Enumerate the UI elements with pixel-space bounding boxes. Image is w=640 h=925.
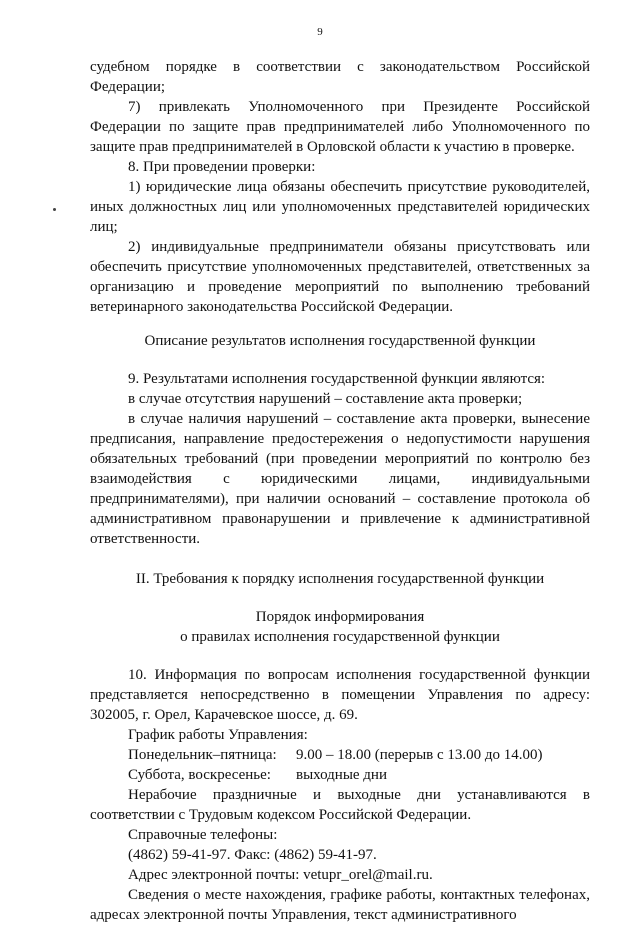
- heading-info-line-2: о правилах исполнения государственной функции: [180, 629, 500, 645]
- schedule-row-weekend: [90, 765, 590, 785]
- paragraph-item-7: 7) привлекать Уполномоченного при Президенте Российской Федерации по защите прав предпринимателей либо Уполномоченного по защите прав предпринимателей в Орловской области к участию в проверке.: [90, 99, 590, 155]
- paragraph-legal-entities: 1) юридические лица обязаны обеспечить присутствие руководителей, иных должностных лиц или уполномоченных представителей юридических лиц;: [90, 179, 590, 235]
- schedule-weekend-label: Суббота, воскресенье:: [128, 767, 271, 783]
- heading-results: Описание результатов исполнения государственной функции: [144, 333, 536, 349]
- document-body: [90, 57, 590, 925]
- page-number: 9: [317, 26, 323, 38]
- paragraph-item-8: 8. При проведении проверки:: [128, 159, 316, 175]
- margin-dot: [53, 208, 56, 211]
- paragraph-item-9: 9. Результатами исполнения государственной функции являются:: [128, 371, 546, 387]
- schedule-weekdays-label: Понедельник–пятница:: [128, 747, 277, 763]
- paragraph-court-procedure: судебном порядке в соответствии с законодательством Российской Федерации;: [90, 59, 590, 95]
- email-address: Адрес электронной почты: vetupr_orel@mail.ru.: [128, 867, 433, 883]
- phones-numbers: (4862) 59-41-97. Факс: (4862) 59-41-97.: [128, 847, 377, 863]
- paragraph-no-violations: в случае отсутствия нарушений – составление акта проверки;: [128, 391, 523, 407]
- schedule-weekdays-hours: 9.00 – 18.00 (перерыв с 13.00 до 14.00): [296, 747, 543, 763]
- paragraph-item-10: 10. Информация по вопросам исполнения государственной функции представляется непосредственно в помещении Управления по адресу: 302005, г. Орел, Карачевское шоссе, д. 69.: [90, 667, 590, 723]
- paragraph-contact-info: Сведения о месте нахождения, графике работы, контактных телефонах, адресах электронной почты Управления, текст административного: [90, 887, 590, 923]
- heading-section-2: II. Требования к порядку исполнения государственной функции: [135, 571, 545, 587]
- paragraph-violations: в случае наличия нарушений – составление акта проверки, вынесение предписания, направление предостережения о недопустимости нарушения обязательных требований (при проведении мероприятий по контролю без взаимодействия с юридическими лицами, индивидуальными предпринимателями), при наличии оснований – составление протокола об административном правонарушении и привлечение к административной ответственности.: [90, 411, 590, 547]
- schedule-row-weekdays: [90, 745, 590, 765]
- schedule-weekend-hours: выходные дни: [296, 767, 387, 783]
- heading-info-line-1: Порядок информирования: [255, 609, 425, 625]
- paragraph-holidays: Нерабочие праздничные и выходные дни устанавливаются в соответствии с Трудовым кодексом Российской Федерации.: [90, 787, 590, 823]
- paragraph-entrepreneurs: 2) индивидуальные предприниматели обязаны присутствовать или обеспечить присутствие уполномоченных представителей, ответственных за организацию и проведение мероприятий по выполнению требований ветеринарного законодательства Российской Федерации.: [90, 239, 590, 315]
- phones-title: Справочные телефоны:: [128, 827, 278, 843]
- schedule-title: График работы Управления:: [128, 727, 308, 743]
